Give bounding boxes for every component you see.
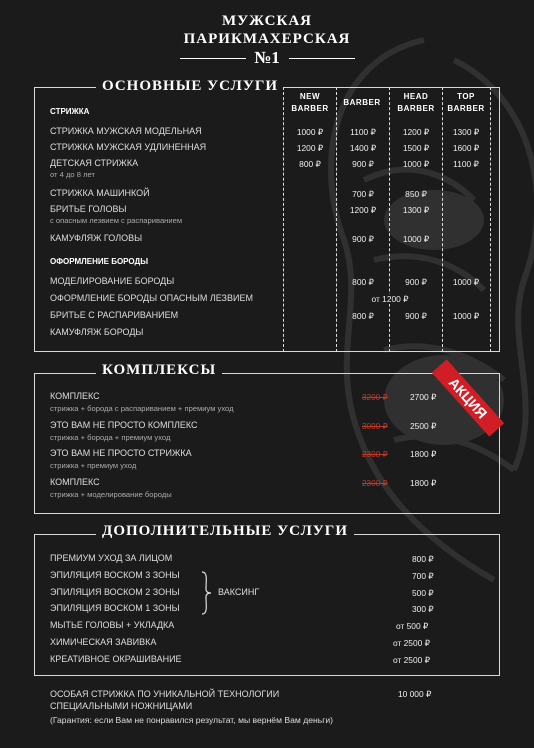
price: 850 ₽	[405, 189, 427, 199]
service-name: СТРИЖКА МУЖСКАЯ МОДЕЛЬНАЯ	[50, 126, 202, 136]
price: 1000 ₽	[452, 277, 480, 287]
price: 1100 ₽	[453, 159, 479, 169]
special-service-line2: СПЕЦИАЛЬНЫМИ НОЖНИЦАМИ	[50, 701, 193, 711]
waxing-label: ВАКСИНГ	[218, 587, 260, 597]
extra-price: 300 ₽	[412, 604, 434, 614]
extra-price: от 500 ₽	[396, 621, 429, 631]
old-price: 3000 ₽	[362, 422, 388, 431]
extra-price: от 2500 ₽	[393, 638, 430, 648]
service-note: с опасным лезвием с распариванием	[50, 216, 183, 225]
price: 900 ₽	[352, 234, 374, 244]
section-beard: ОФОРМЛЕНИЕ БОРОДЫ	[50, 257, 149, 266]
extra-price: 800 ₽	[412, 554, 434, 564]
new-price: 1800 ₽	[410, 478, 437, 488]
extra-service-name: ЭПИЛЯЦИЯ ВОСКОМ 1 ЗОНЫ	[50, 603, 180, 613]
service-name: КАМУФЛЯЖ ГОЛОВЫ	[50, 233, 143, 243]
column-divider	[490, 87, 491, 352]
service-name: БРИТЬЕ С РАСПАРИВАНИЕМ	[50, 310, 179, 320]
column-header-new-barber: NEW BARBER	[291, 92, 329, 113]
sale-ribbon: АКЦИЯ	[432, 359, 504, 436]
old-price: 2300 ₽	[362, 450, 388, 459]
combo-name: ЭТО ВАМ НЕ ПРОСТО СТРИЖКА	[50, 448, 192, 458]
price: 900 ₽	[405, 311, 427, 321]
column-header-head-barber: HEAD BARBER	[397, 92, 435, 113]
service-name: СТРИЖКА МАШИНКОЙ	[50, 188, 150, 198]
price: 800 ₽	[352, 277, 374, 287]
price: 1000 ₽	[296, 127, 324, 137]
column-divider	[336, 87, 337, 352]
column-divider	[389, 87, 390, 352]
combo-name: ЭТО ВАМ НЕ ПРОСТО КОМПЛЕКС	[50, 420, 198, 430]
extra-price: 500 ₽	[412, 588, 434, 598]
column-header-top-barber: TOP BARBER	[447, 92, 485, 113]
price: 1000 ₽	[452, 311, 480, 321]
price: 800 ₽	[352, 311, 374, 321]
price: 1500 ₽	[402, 143, 430, 153]
price: 1200 ₽	[402, 127, 430, 137]
combo-note: стрижка + моделирование бороды	[50, 490, 172, 499]
price: 1600 ₽	[452, 143, 480, 153]
service-name: ОФОРМЛЕНИЕ БОРОДЫ ОПАСНЫМ ЛЕЗВИЕМ	[50, 293, 253, 303]
price: 1300 ₽	[452, 127, 480, 137]
price: 1100 ₽	[350, 127, 376, 137]
column-header-barber: BARBER	[343, 98, 381, 107]
special-service-line1: ОСОБАЯ СТРИЖКА ПО УНИКАЛЬНОЙ ТЕХНОЛОГИИ	[50, 689, 280, 699]
combo-note: стрижка + борода с распариванием + премиум уход	[50, 404, 234, 413]
combo-note: стрижка + борода + премиум уход	[50, 433, 171, 442]
extra-price: 700 ₽	[412, 571, 434, 581]
service-note: от 4 до 8 лет	[50, 170, 95, 179]
extra-service-name: КРЕАТИВНОЕ ОКРАШИВАНИЕ	[50, 654, 182, 664]
price: 800 ₽	[299, 159, 321, 169]
extra-service-name: ХИМИЧЕСКАЯ ЗАВИВКА	[50, 637, 157, 647]
extra-service-name: ЭПИЛЯЦИЯ ВОСКОМ 2 ЗОНЫ	[50, 587, 180, 597]
extra-services-heading: ДОПОЛНИТЕЛЬНЫЕ УСЛУГИ	[96, 523, 354, 540]
new-price: 2700 ₽	[410, 392, 437, 402]
extra-service-name: ЭПИЛЯЦИЯ ВОСКОМ 3 ЗОНЫ	[50, 570, 180, 580]
column-divider	[283, 87, 284, 352]
price: 900 ₽	[352, 159, 374, 169]
column-divider	[442, 87, 443, 352]
price: 700 ₽	[352, 189, 374, 199]
price: 900 ₽	[405, 277, 427, 287]
new-price: 1800 ₽	[410, 449, 437, 459]
service-name: СТРИЖКА МУЖСКАЯ УДЛИНЕННАЯ	[50, 142, 207, 152]
price: 1400 ₽	[349, 143, 377, 153]
special-price: 10 000 ₽	[398, 689, 432, 699]
price: 1200 ₽	[349, 205, 377, 215]
title-rule-left	[180, 58, 246, 59]
combo-note: стрижка + премиум уход	[50, 461, 137, 470]
price: 1000 ₽	[402, 234, 430, 244]
extra-service-name: МЫТЬЕ ГОЛОВЫ + УКЛАДКА	[50, 620, 175, 630]
guarantee-note: (Гарантия: если Вам не понравился результат, мы вернём Вам деньги)	[50, 715, 334, 725]
new-price: 2500 ₽	[410, 421, 437, 431]
title-line-2: ПАРИКМАХЕРСКАЯ	[183, 31, 351, 47]
extra-service-name: ПРЕМИУМ УХОД ЗА ЛИЦОМ	[50, 553, 173, 563]
page-title	[0, 12, 534, 67]
price: 1300 ₽	[402, 205, 430, 215]
service-name: КАМУФЛЯЖ БОРОДЫ	[50, 327, 144, 337]
extra-price: от 2500 ₽	[393, 655, 430, 665]
price: 1200 ₽	[296, 143, 324, 153]
title-line-3: №1	[254, 48, 280, 67]
waxing-brace	[200, 571, 212, 615]
title-rule-right	[289, 58, 355, 59]
old-price: 3200 ₽	[362, 393, 388, 402]
section-haircut: СТРИЖКА	[50, 107, 90, 116]
old-price: 2300 ₽	[362, 479, 388, 488]
combo-name: КОМПЛЕКС	[50, 477, 100, 487]
main-services-heading: ОСНОВНЫЕ УСЛУГИ	[96, 78, 284, 95]
combo-name: КОМПЛЕКС	[50, 391, 100, 401]
title-line-1: МУЖСКАЯ	[222, 13, 312, 29]
combos-heading: КОМПЛЕКСЫ	[96, 362, 222, 379]
price: 1000 ₽	[402, 159, 430, 169]
price-span: от 1200 ₽	[360, 294, 420, 304]
service-name: БРИТЬЕ ГОЛОВЫ	[50, 204, 127, 214]
service-name: ДЕТСКАЯ СТРИЖКА	[50, 158, 139, 168]
service-name: МОДЕЛИРОВАНИЕ БОРОДЫ	[50, 276, 175, 286]
